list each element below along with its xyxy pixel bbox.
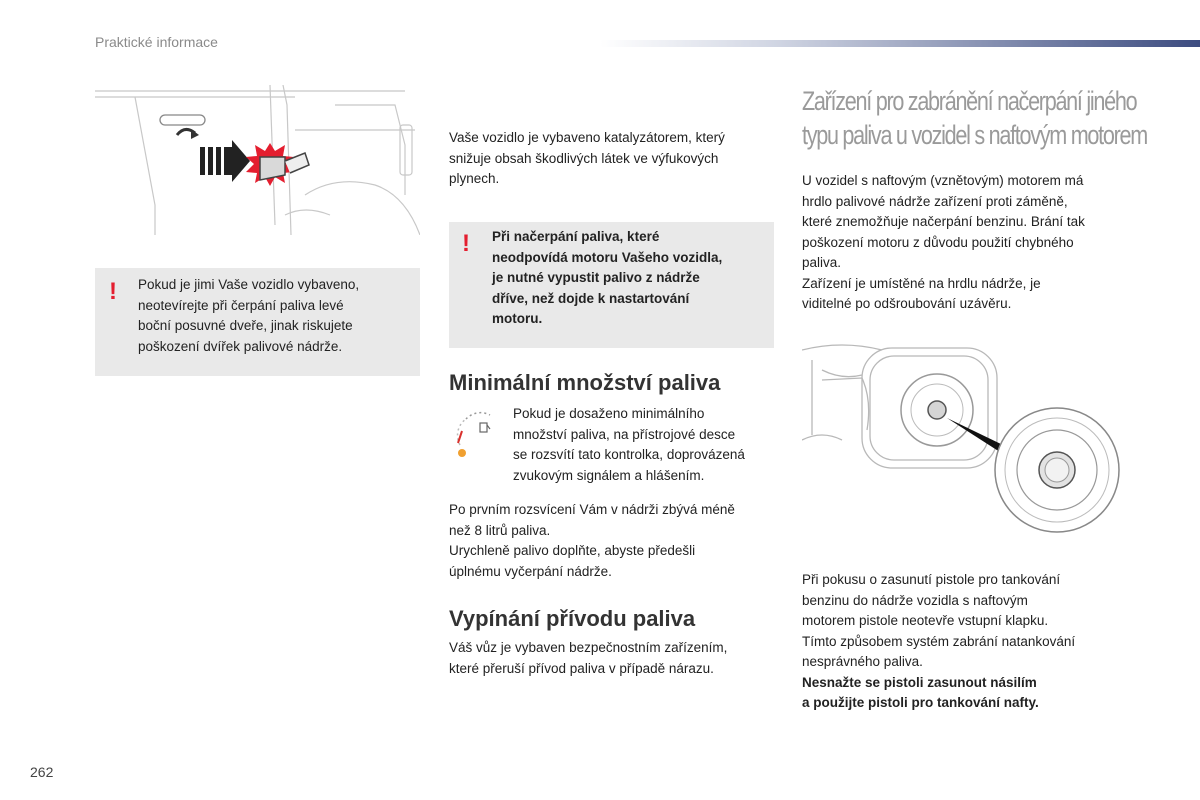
fuel-flap-illustration [95,85,420,235]
warning-text: Při načerpání paliva, které neodpovídá motoru Vašeho vozidla, je nutné vypustit palivo z nádrže dříve, než dojde k nastartování motoru. [492,229,723,326]
page-number: 262 [30,764,54,780]
warning-box-wrong-fuel [449,222,774,348]
fuel-cutoff-heading: Vypínání přívodu paliva [449,606,696,631]
low-fuel-warning-lamp-icon [452,407,498,461]
misfuel-device-heading: Zařízení pro zabránění načerpání jiného typu paliva u vozidel s naftovým motorem [802,86,1147,150]
warning-text: Pokud je jimi Vaše vozidlo vybaveno, neotevírejte při čerpání paliva levé boční posuvné dveře, jinak riskujete poškození dvířek palivové nádrže. [138,277,360,354]
exclamation-icon: ! [462,230,470,257]
section-title: Praktické informace [95,34,218,50]
min-fuel-heading: Minimální množství paliva [449,370,721,395]
fuel-filler-neck-illustration [802,340,1127,540]
misfuel-device-intro: U vozidel s naftovým (vznětovým) motorem má hrdlo palivové nádrže zařízení proti záměně, které znemožňuje načerpání benzinu. Brání tak poškození motoru z důvodu použití chybného paliva. Zařízení je umístěné na hrdlu nádrže, je viditelné po odšroubování uzávěru. [802,173,1085,311]
misfuel-device-outro: Při pokusu o zasunutí pistole pro tankování benzinu do nádrže vozidla s naftovým motorem pistole neotevře vstupní klapku. Tímto způsobem systém zabrání natankování nesprávného paliva. Nesnažte se pistoli zasunout násilím a použijte pistoli pro tankování nafty. [802,570,1132,714]
exclamation-icon: ! [109,278,117,305]
header-gradient-bar [600,40,1200,47]
remaining-fuel-paragraph: Po prvním rozsvícení Vám v nádrži zbývá méně než 8 litrů paliva. Urychleně palivo doplňte, abyste předešli úplnému vyčerpání nádrže. [449,502,735,579]
fuel-cutoff-paragraph: Váš vůz je vybaven bezpečnostním zařízením, které přeruší přívod paliva v případě nárazu. [449,640,728,676]
misfuel-bold-instruction: Nesnažte se pistoli zasunout násilím a použijte pistoli pro tankování nafty. [802,674,1039,710]
catalyst-paragraph: Vaše vozidlo je vybaveno katalyzátorem, který snižuje obsah škodlivých látek ve výfukových plynech. [449,130,725,186]
warning-box-sliding-door [95,268,420,376]
low-fuel-lamp-text: Pokud je dosaženo minimálního množství paliva, na přístrojové desce se rozsvítí tato kontrolka, doprovázená zvukovým signálem a hlášením. [513,406,745,483]
